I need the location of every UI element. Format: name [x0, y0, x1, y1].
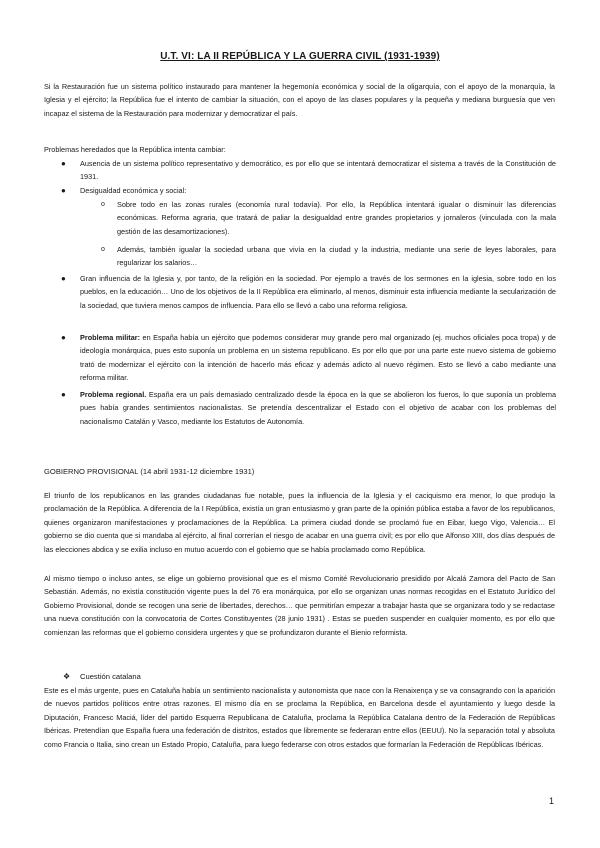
problem-lead: Problema regional.	[80, 390, 147, 399]
bullet-icon: ●	[61, 274, 66, 283]
problem-text: Ausencia de un sistema político representativo y democrático, es por ello que se intentará democratizar el sistema a través de la Constitución de 1931.	[80, 159, 556, 182]
paragraph-gobierno-provisional: Al mismo tiempo o incluso antes, se elige un gobierno provisional que es el mismo Comité Revolucionario presidido por Alcalá Zamora del Pacto de San Sebastián. Además, no existía constitución vigente pues la del 76 era monárquica, por ello se organizan unas normas recogidas en el Estatuto Jurídico del Gobierno Provisional, donde se recogen una serie de libertades, derechos… que permitirían empezar a trabajar hasta que se organizara todo y se redactase una nueva constitución con la convocatoria de Cortes Constituyentes (28 junio 1931) . Estas se pueden suspender en cualquier momento, es por ello que comienzan las reformas que el gobierno considera urgentes y que se profundizaron durante el Bienio reformista.	[44, 574, 555, 637]
subproblem-urban: Además, también igualar la sociedad urbana que vivía en la ciudad y la industria, mediante una serie de leyes laborales, para regularizar los salarios…	[117, 245, 556, 268]
diamond-bullet-icon: ❖	[63, 672, 71, 681]
problem-item-military	[80, 331, 556, 385]
problem-text: España era un país demasiado centralizado desde la época en la que se abolieron los fueros, lo que suponía un problema pues había grandes sentimientos nacionalistas. Se pretendía descentralizar el Estado con el objetivo de acabar con los problemas del nacionalismo Catalán y Vasco, mediante los Estatutos de Autonomía.	[80, 390, 556, 426]
paragraph-triunfo: El triunfo de los republicanos en las grandes ciudadanas fue notable, pues la influencia de la Iglesia y el caciquismo era menor, lo que produjo la proclamación de la República. A diferencia de la I República, existía un gran entusiasmo y gran parte de la opinión pública estaba a favor de los republicanos, quienes organizaron manifestaciones y proclamaciones de la República. La primera ciudad donde se proclamó fue en Eibar, luego Vigo, Valencia… El gobierno se dio cuenta que si mandaba al ejército, al final correrían el riesgo de acabar en una guerra civil; es por ello que Alfonso XIII, dos días después de las elecciones abdica y se exilia incluso en mutuo acuerdo con el gobierno que se había proclamado como República.	[44, 491, 555, 554]
bullet-icon: ●	[61, 390, 66, 399]
sub-bullet-icon: o	[101, 246, 105, 253]
bullet-icon: ●	[61, 186, 66, 195]
page-number: 1	[549, 796, 555, 806]
problem-lead: Problema militar:	[80, 333, 141, 342]
problem-text: Gran influencia de la Iglesia y, por tanto, de la religión en la sociedad. Por ejemplo a través de los sermones en la iglesia, sobre todo en los pueblos, en la educación… Uno de los objetivos de la II República era eliminarlo, al menos, disminuir esta influencia mediante la secularización de la sociedad, que tuviera menos campos de influencia. Para ello se llevó a cabo una reforma religiosa.	[80, 274, 556, 310]
problem-text: Desigualdad económica y social:	[80, 186, 187, 195]
problems-heading: Problemas heredados que la República intenta cambiar:	[44, 145, 226, 154]
document-title: U.T. VI: LA II REPÚBLICA Y LA GUERRA CIVIL (1931-1939)	[160, 51, 440, 62]
sub-bullet-icon: o	[101, 201, 105, 208]
subsection-heading-cuestion-catalana: Cuestión catalana	[80, 672, 141, 681]
problem-item-political	[80, 157, 556, 184]
problem-text: en España había un ejército que podemos considerar muy grande pero mal organizado (ej. muchos oficiales poca tropa) y de ideología monárquica, pues esto suponía un problema en un sistema republicano. Es por ello que por una parte este nuevo sistema de gobierno trató de modernizar el ejército con la intención de hacerlo más eficaz y además adicto al nuevo régimen. Esto se llevó a cabo mediante una reforma militar.	[80, 333, 556, 383]
paragraph-cuestion-catalana: Este es el más urgente, pues en Cataluña había un sentimiento nacionalista y autonomista que nace con la Renaixença y se va consagrando con la aparición de nuevos partidos políticos entre otras razones. El mismo día en se proclama la República, en Barcelona desde el ayuntamiento y luego desde la Diputación, Francesc Maciá, líder del partido Esquerra Republicana de Cataluña, proclama la República Catalana dentro de la Federación de Repúblicas Ibéricas. Pretendían que España fuera una federación de distritos, estados que libremente se federaran entre ellos (EEUU). No la separación total y absoluta como Francia o Italia, sino crean un Estado Propio, Cataluña, para luego federarse con otros estados que formarían la Federación de Repúblicas Ibéricas.	[44, 686, 555, 749]
section-heading-gobierno-provisional: GOBIERNO PROVISIONAL (14 abril 1931-12 diciembre 1931)	[44, 467, 255, 476]
problem-item-church	[80, 272, 556, 312]
problem-item-regional	[80, 388, 556, 428]
intro-paragraph: Si la Restauración fue un sistema político instaurado para mantener la hegemonía económica y social de la oligarquía, con el apoyo de la monarquía, la Iglesia y el ejército; la República fue el intento de cambiar la situación, con el apoyo de las clases populares y la pequeña y mediana burguesía que ven incapaz el sistema de la Restauración para modernizar y democratizar el país.	[44, 82, 555, 118]
bullet-icon: ●	[61, 159, 66, 168]
bullet-icon: ●	[61, 333, 66, 342]
subproblem-rural: Sobre todo en las zonas rurales (economía rural todavía). Por ello, la República intentará igualar o disminuir las diferencias económicas. Reforma agraria, que tratará de paliar la desigualdad entre grandes propietarios y jornaleros (vinculada con la mala gestión de las desamortizaciones).	[117, 200, 556, 236]
problem-item-inequality	[80, 184, 556, 197]
